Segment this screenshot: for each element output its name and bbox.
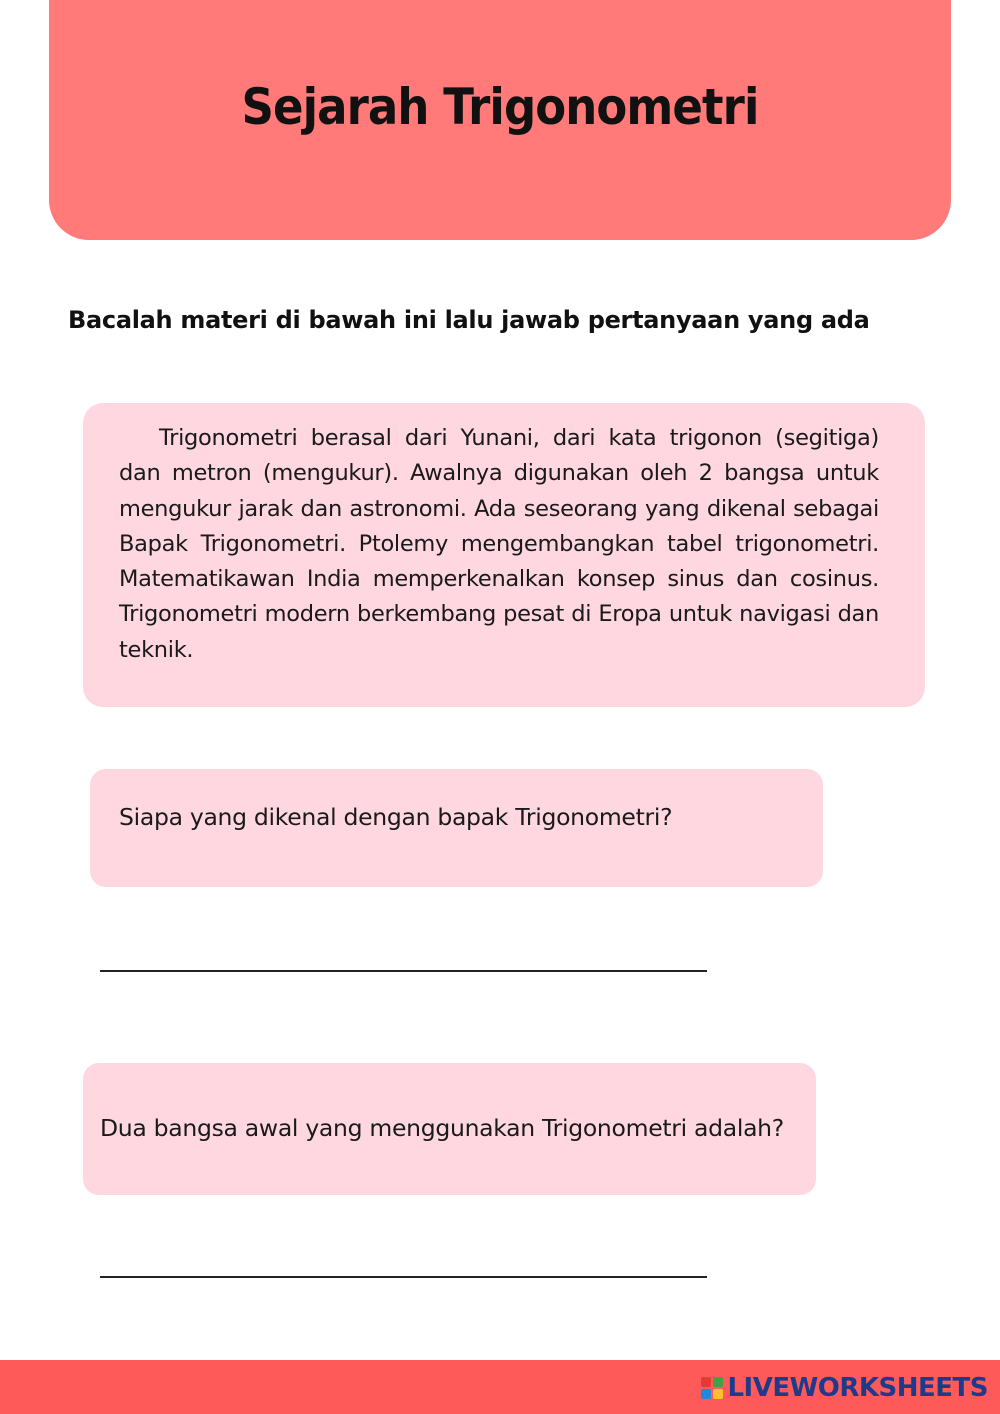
reading-passage-box [83, 403, 925, 707]
liveworksheets-brand[interactable] [701, 1373, 988, 1403]
logo-tile-blue [701, 1389, 711, 1399]
question-box-1 [90, 769, 823, 887]
logo-tile-red [701, 1377, 711, 1387]
page-title: Sejarah Trigonometri [241, 78, 759, 136]
question-box-2 [83, 1063, 816, 1195]
instruction-text: Bacalah materi di bawah ini lalu jawab pertanyaan yang ada [68, 306, 870, 334]
footer-bar [0, 1360, 1000, 1414]
liveworksheets-logo-icon [701, 1377, 723, 1399]
answer-field-2[interactable] [100, 1276, 707, 1278]
logo-tile-yellow [713, 1389, 723, 1399]
question-text-1: Siapa yang dikenal dengan bapak Trigonometri? [119, 803, 673, 831]
brand-name: LIVEWORKSHEETS [727, 1373, 988, 1403]
logo-tile-green [713, 1377, 723, 1387]
question-text-2: Dua bangsa awal yang menggunakan Trigonometri adalah? [100, 1114, 784, 1142]
answer-field-1[interactable] [100, 970, 707, 972]
header-banner [49, 0, 951, 240]
reading-passage-text: Trigonometri berasal dari Yunani, dari kata trigonon (segitiga) dan metron (mengukur). Awalnya digunakan oleh 2 bangsa untuk mengukur jarak dan astronomi. Ada seseorang yang dikenal sebagai Bapak Trigonometri. Ptolemy mengembangkan tabel trigonometri. Matematikawan India memperkenalkan konsep sinus dan cosinus. Trigonometri modern berkembang pesat di Eropa untuk navigasi dan teknik. [119, 425, 879, 663]
